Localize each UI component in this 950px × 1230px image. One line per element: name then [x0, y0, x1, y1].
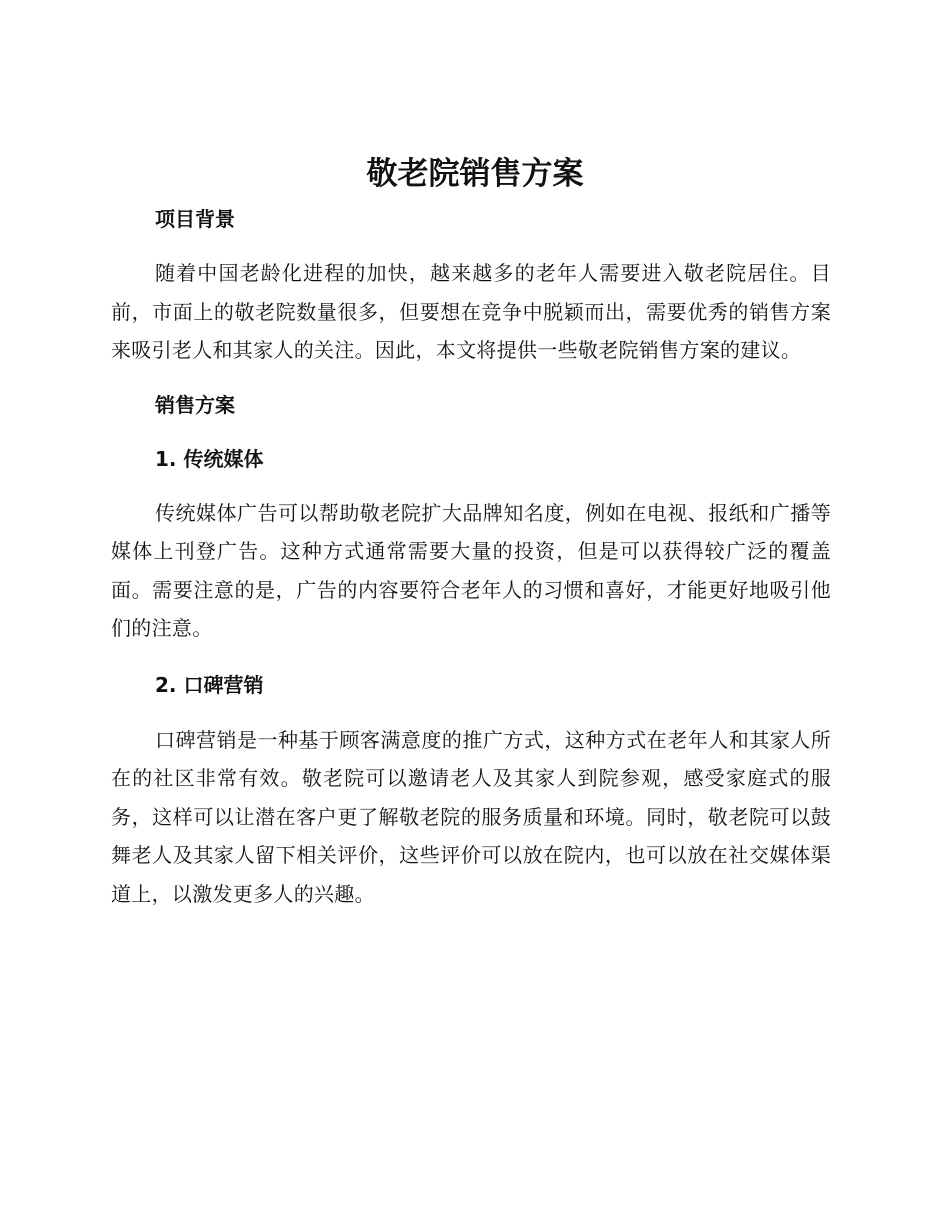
document-body [111, 202, 831, 913]
heading-sales-plan: 销售方案 [155, 392, 235, 417]
paragraph-traditional-media: 传统媒体广告可以帮助敬老院扩大品牌知名度，例如在电视、报纸和广播等媒体上刊登广告。这种方式通常需要大量的投资，但是可以获得较广泛的覆盖面。需要注意的是，广告的内容要符合老年人的习惯和喜好，才能更好地吸引他们的注意。 [111, 500, 831, 640]
paragraph-project-background: 随着中国老龄化进程的加快，越来越多的老年人需要进入敬老院居住。目前，市面上的敬老院数量很多，但要想在竞争中脱颖而出，需要优秀的销售方案来吸引老人和其家人的关注。因此，本文将提供一些敬老院销售方案的建议。 [111, 261, 831, 362]
heading-project-background: 项目背景 [155, 207, 235, 231]
heading-traditional-media: 1. 传统媒体 [155, 446, 264, 471]
document-title: 敬老院销售方案 [366, 156, 584, 192]
heading-word-of-mouth: 2. 口碑营销 [155, 672, 264, 697]
paragraph-word-of-mouth: 口碑营销是一种基于顾客满意度的推广方式，这种方式在老年人和其家人所在的社区非常有效。敬老院可以邀请老人及其家人到院参观，感受家庭式的服务，这样可以让潜在客户更了解敬老院的服务质量和环境。同时，敬老院可以鼓舞老人及其家人留下相关评价，这些评价可以放在院内，也可以放在社交媒体渠道上，以激发更多人的兴趣。 [111, 727, 831, 906]
